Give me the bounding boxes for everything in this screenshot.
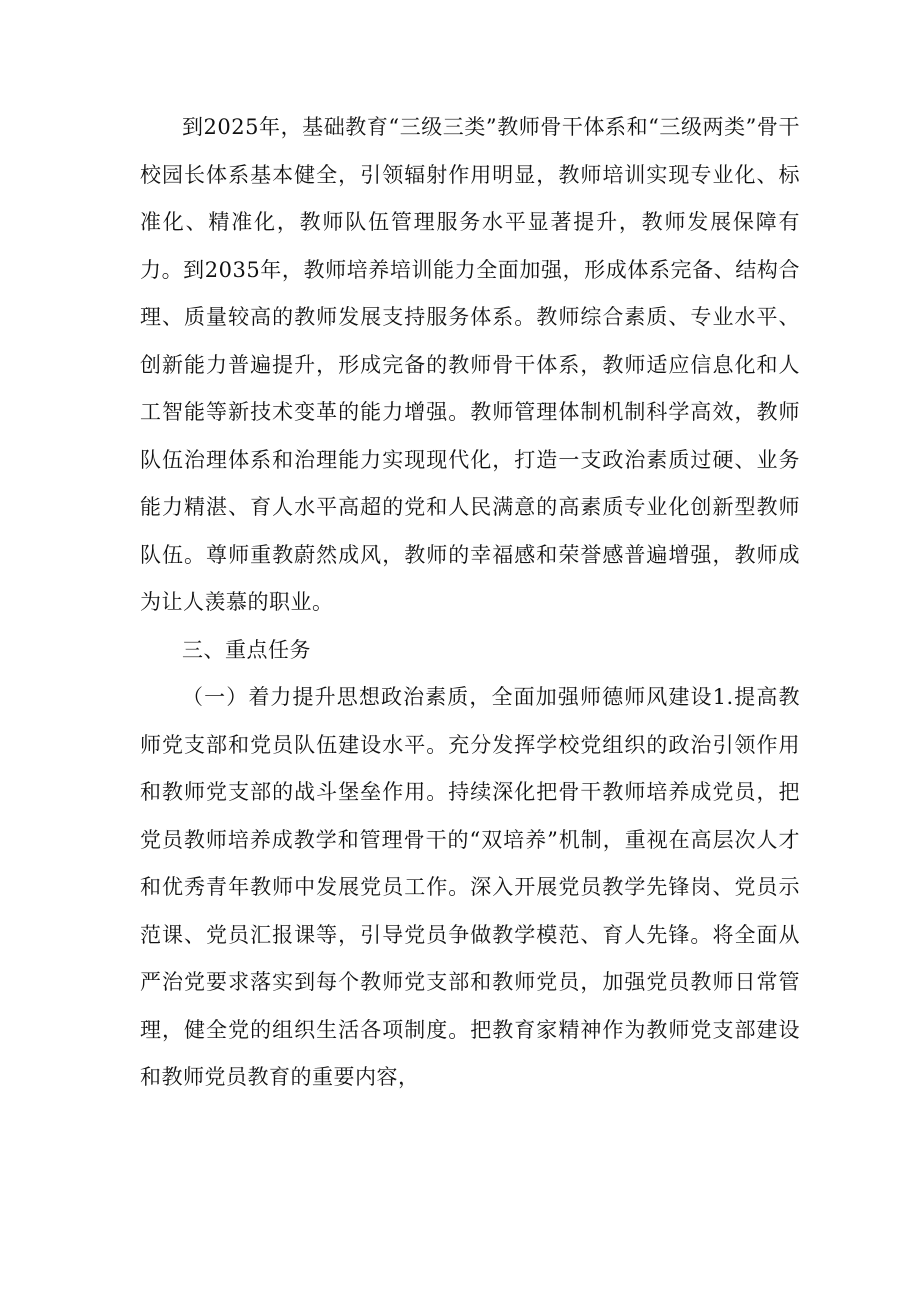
goals-paragraph: 到2025年，基础教育“三级三类”教师骨干体系和“三级两类”骨干校园长体系基本健全，引领辐射作用明显，教师培训实现专业化、标准化、精准化，教师队伍管理服务水平显著提升，教师发展保障有力。到2035年，教师培养培训能力全面加强，形成体系完备、结构合理、质量较高的教师发展支持服务体系。教师综合素质、专业水平、创新能力普遍提升，形成完备的教师骨干体系，教师适应信息化和人工智能等新技术变革的能力增强。教师管理体制机制科学高效，教师队伍治理体系和治理能力实现现代化，打造一支政治素质过硬、业务能力精湛、育人水平高超的党和人民满意的高素质专业化创新型教师队伍。尊师重教蔚然成风，教师的幸福感和荣誉感普遍增强，教师成为让人羡慕的职业。 [140,115,800,614]
document-body [140,104,800,1102]
section-heading-key-tasks: 三、重点任务 [182,637,311,662]
task-paragraph: （一）着力提升思想政治素质，全面加强师德师风建设1.提高教师党支部和党员队伍建设水平。充分发挥学校党组织的政治引领作用和教师党支部的战斗堡垒作用。持续深化把骨干教师培养成党员，把党员教师培养成教学和管理骨干的“双培养”机制，重视在高层次人才和优秀青年教师中发展党员工作。深入开展党员教学先锋岗、党员示范课、党员汇报课等，引导党员争做教学模范、育人先锋。将全面从严治党要求落实到每个教师党支部和教师党员，加强党员教师日常管理，健全党的组织生活各项制度。把教育家精神作为教师党支部建设和教师党员教育的重要内容， [140,685,800,1089]
